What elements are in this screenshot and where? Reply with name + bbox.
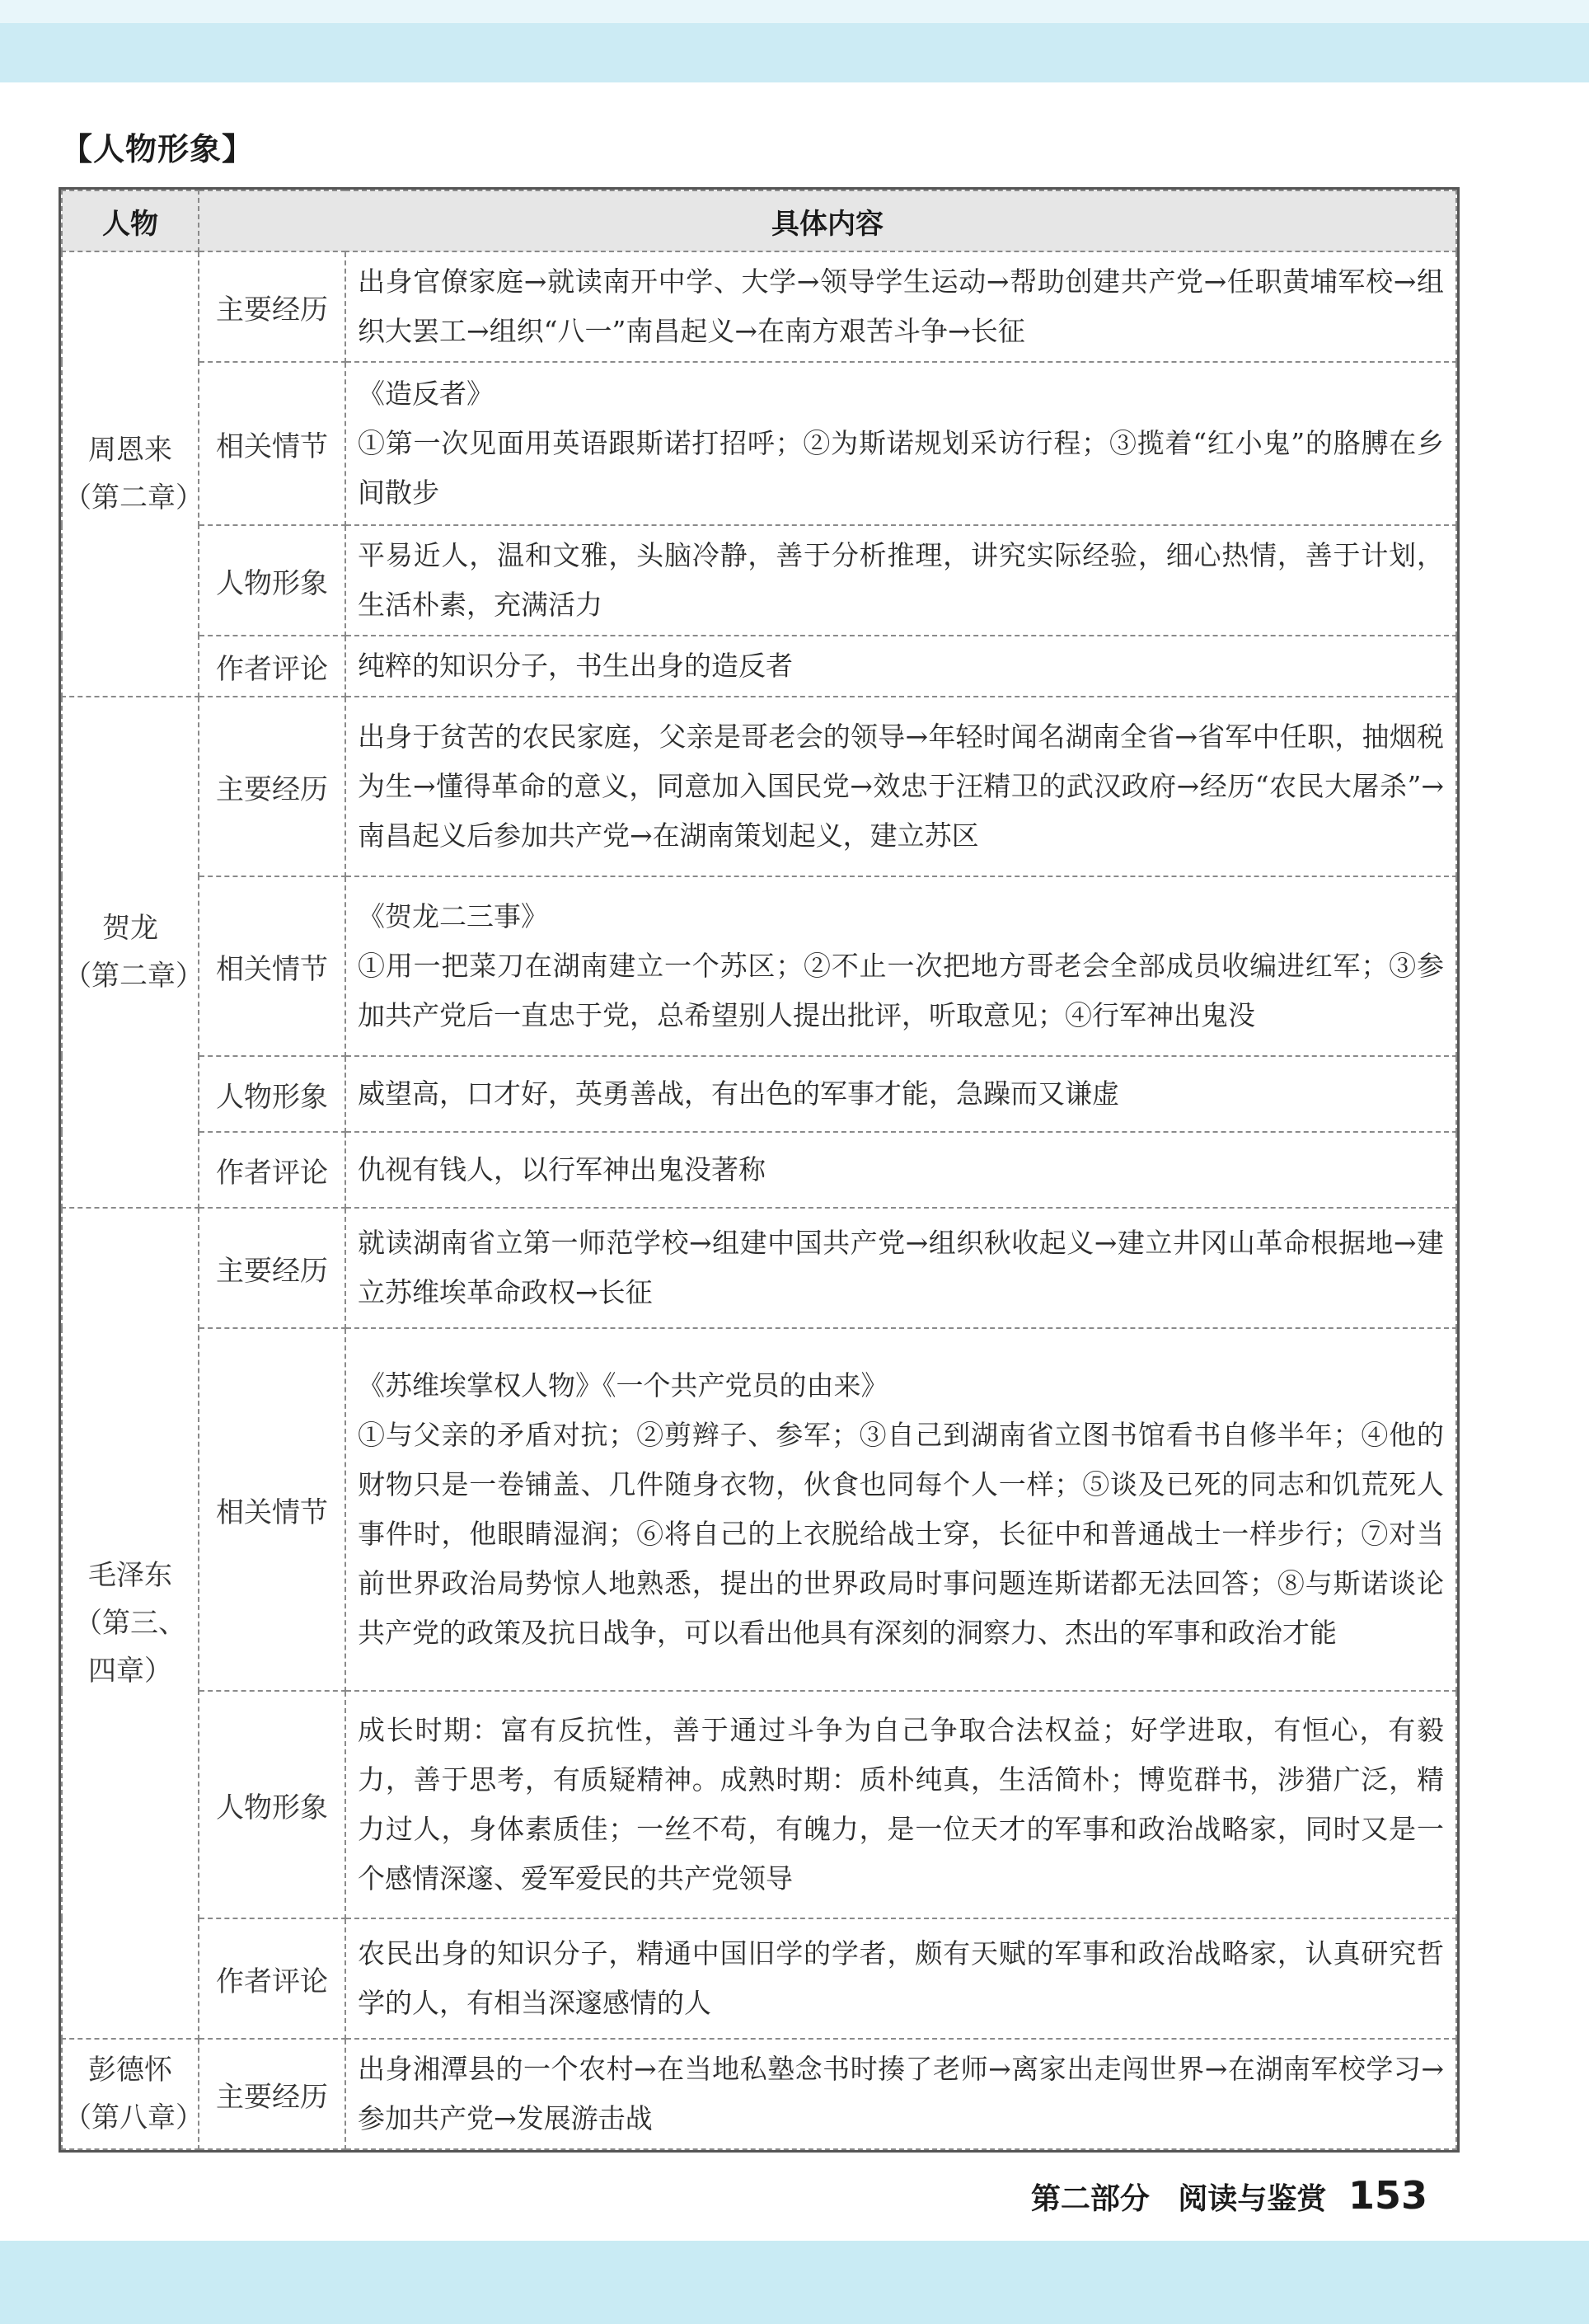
- content-cell: [345, 1328, 1456, 1691]
- category-cell: 作者评论: [199, 1132, 345, 1208]
- footer-section: 第二部分: [1030, 2182, 1150, 2216]
- category-cell: 作者评论: [199, 636, 345, 697]
- person-name: 周恩来: [88, 434, 172, 467]
- plot-text: ①第一次见面用英语跟斯诺打招呼；②为斯诺规划采访行程；③揽着“红小鬼”的胳膊在乡间散步: [358, 427, 1444, 509]
- section-title: 【人物形象】: [61, 131, 255, 167]
- book-title: 《苏维埃掌权人物》《一个共产党员的由来》: [358, 1369, 888, 1401]
- category-cell: 相关情节: [199, 362, 345, 525]
- page-number: 153: [1348, 2173, 1427, 2218]
- category-cell: 相关情节: [199, 1328, 345, 1691]
- table-row: [62, 1328, 1456, 1691]
- content-cell: 农民出身的知识分子，精通中国旧学的学者，颇有天赋的军事和政治战略家，认真研究哲学的人，有相当深邃感情的人: [345, 1918, 1456, 2039]
- book-title: 《贺龙二三事》: [358, 900, 548, 932]
- person-name: 彭德怀: [88, 2054, 172, 2087]
- plot-text: ①用一把菜刀在湖南建立一个苏区；②不止一次把地方哥老会全部成员收编进红军；③参加共产党后一直忠于党，总希望别人提出批评，听取意见；④行军神出鬼没: [358, 950, 1444, 1031]
- category-cell: 主要经历: [199, 697, 345, 876]
- category-cell: 人物形象: [199, 1691, 345, 1918]
- top-color-band-light: [0, 0, 1589, 23]
- top-color-band: [0, 0, 1589, 82]
- person-chapter: （第二章）: [63, 481, 204, 514]
- table-row: [62, 525, 1456, 636]
- table-row: [62, 251, 1456, 362]
- category-cell: 主要经历: [199, 251, 345, 362]
- person-name: 贺龙: [102, 912, 158, 945]
- table-row: [62, 876, 1456, 1056]
- table-row: [62, 697, 1456, 876]
- category-cell: 相关情节: [199, 876, 345, 1056]
- page-footer: [1031, 2173, 1427, 2218]
- table-row: [62, 636, 1456, 697]
- table-row: [62, 1132, 1456, 1208]
- content-cell: 出身官僚家庭→就读南开中学、大学→领导学生运动→帮助创建共产党→任职黄埔军校→组织大罢工→组织“八一”南昌起义→在南方艰苦斗争→长征: [345, 251, 1456, 362]
- person-cell-zhou: [62, 251, 204, 697]
- header-person: 人物: [62, 190, 199, 251]
- table-row: [62, 362, 1456, 525]
- header-content: 具体内容: [199, 190, 1456, 251]
- content-cell: [345, 876, 1456, 1056]
- bottom-color-band: [0, 2241, 1589, 2324]
- content-cell: 纯粹的知识分子，书生出身的造反者: [345, 636, 1456, 697]
- content-cell: 出身于贫苦的农民家庭，父亲是哥老会的领导→年轻时闻名湖南全省→省军中任职，抽烟税为生→懂得革命的意义，同意加入国民党→效忠于汪精卫的武汉政府→经历“农民大屠杀”→南昌起义后参加共产党→在湖南策划起义，建立苏区: [345, 697, 1456, 876]
- category-cell: 主要经历: [199, 2039, 345, 2149]
- content-cell: 就读湖南省立第一师范学校→组建中国共产党→组织秋收起义→建立井冈山革命根据地→建立苏维埃革命政权→长征: [345, 1208, 1456, 1328]
- content-cell: [345, 362, 1456, 525]
- content-cell: 威望高，口才好，英勇善战，有出色的军事才能，急躁而又谦虚: [345, 1056, 1456, 1132]
- person-chapter: （第三、四章）: [74, 1607, 186, 1688]
- table-row: [62, 1056, 1456, 1132]
- table-row: [62, 1208, 1456, 1328]
- content-cell: 仇视有钱人，以行军神出鬼没著称: [345, 1132, 1456, 1208]
- table-row: [62, 1918, 1456, 2039]
- category-cell: 人物形象: [199, 1056, 345, 1132]
- table-row: [62, 2039, 1456, 2149]
- book-title: 《造反者》: [358, 378, 494, 410]
- person-chapter: （第八章）: [63, 2101, 204, 2134]
- footer-title: 阅读与鉴赏: [1178, 2182, 1327, 2216]
- table-row: [62, 1691, 1456, 1918]
- person-cell-peng: [62, 2039, 204, 2149]
- category-cell: 作者评论: [199, 1918, 345, 2039]
- plot-text: ①与父亲的矛盾对抗；②剪辫子、参军；③自己到湖南省立图书馆看书自修半年；④他的财物只是一卷铺盖、几件随身衣物，伙食也同每个人一样；⑤谈及已死的同志和饥荒死人事件时，他眼睛湿润；⑥将自己的上衣脱给战士穿，长征中和普通战士一样步行；⑦对当前世界政治局势惊人地熟悉，提出的世界政局时事问题连斯诺都无法回答；⑧与斯诺谈论共产党的政策及抗日战争，可以看出他具有深刻的洞察力、杰出的军事和政治才能: [358, 1419, 1444, 1649]
- content-cell: 成长时期：富有反抗性，善于通过斗争为自己争取合法权益；好学进取，有恒心，有毅力，善于思考，有质疑精神。成熟时期：质朴纯真，生活简朴；博览群书，涉猎广泛，精力过人，身体素质佳；一丝不苟，有魄力，是一位天才的军事和政治战略家，同时又是一个感情深邃、爱军爱民的共产党领导: [345, 1691, 1456, 1918]
- person-name: 毛泽东: [88, 1559, 172, 1592]
- character-table: [61, 190, 1457, 2150]
- category-cell: 主要经历: [199, 1208, 345, 1328]
- table-header-row: [62, 190, 1456, 251]
- category-cell: 人物形象: [199, 525, 345, 636]
- person-cell-he: [62, 697, 204, 1208]
- content-cell: 平易近人，温和文雅，头脑冷静，善于分析推理，讲究实际经验，细心热情，善于计划，生活朴素，充满活力: [345, 525, 1456, 636]
- person-chapter: （第二章）: [63, 960, 204, 993]
- person-cell-mao: [62, 1208, 199, 2039]
- content-cell: 出身湘潭县的一个农村→在当地私塾念书时揍了老师→离家出走闯世界→在湖南军校学习→参加共产党→发展游击战: [345, 2039, 1456, 2149]
